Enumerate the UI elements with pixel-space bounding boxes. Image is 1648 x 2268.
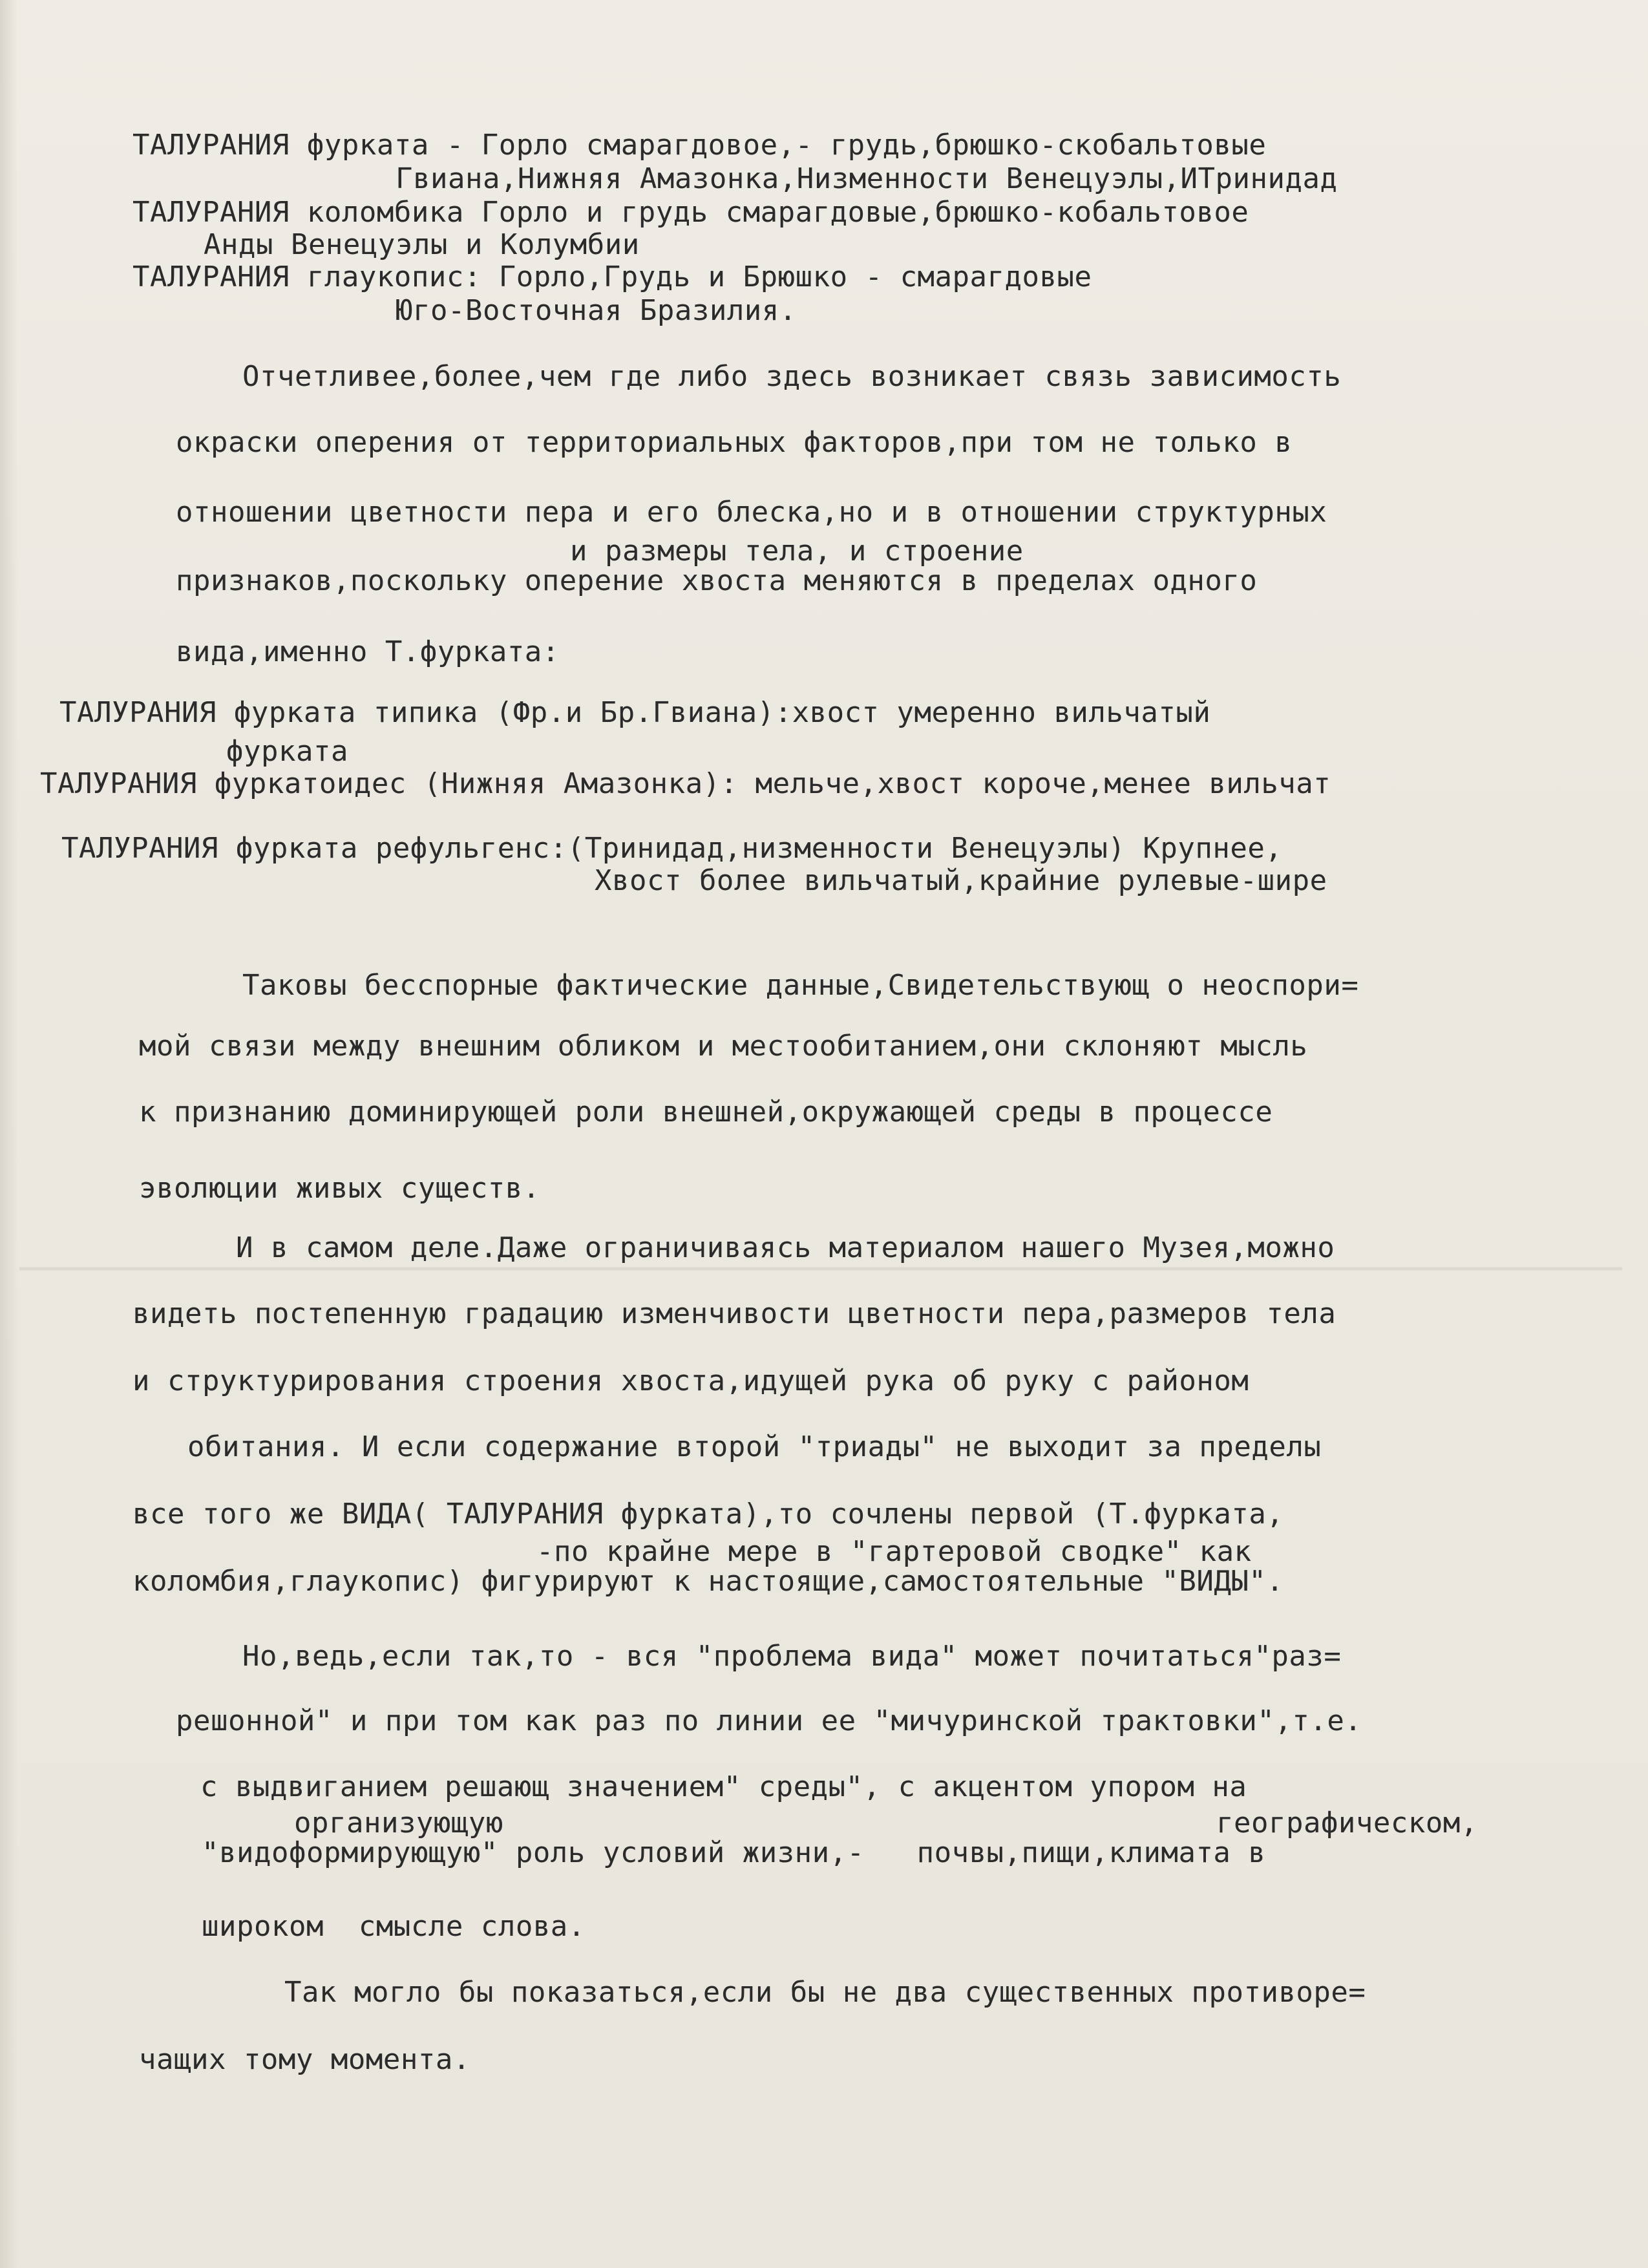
paragraph-5-line-1: Так могло бы показаться,если бы не два существенных противоре= — [284, 1976, 1366, 2009]
paragraph-3-line-5: все того же ВИДА( ТАЛУРАНИЯ фурката),то сочлены первой (Т.фурката, — [132, 1498, 1284, 1531]
paragraph-3-line-3: и структурирования строения хвоста,идущей рука об руку с районом — [132, 1364, 1249, 1397]
paragraph-4-line-4: "видоформирующую" роль условий жизни,- почвы,пищи,климата в — [202, 1836, 1266, 1869]
subspecies-line-4: Хвост более вильчатый,крайние рулевые-шире — [595, 864, 1327, 897]
species-range-2: Анды Венецуэлы и Колумбии — [204, 228, 640, 261]
paragraph-2-line-3: к признанию доминирующей роли внешней,окружающей среды в процессе — [139, 1096, 1273, 1129]
page-edge-shadow — [0, 0, 18, 2268]
paragraph-3-insertion: -по крайне мере в "гартеровой сводке" как — [536, 1535, 1252, 1568]
paragraph-4-insertion-b: географическом, — [1216, 1807, 1478, 1839]
paragraph-2-line-4: эволюции живых существ. — [139, 1172, 540, 1205]
paragraph-3-line-1: И в самом деле.Даже ограничиваясь материалом нашего Музея,можно — [236, 1231, 1335, 1264]
species-range-1: Гвиана,Нижняя Амазонка,Низменности Венецуэлы,ИТринидад — [396, 162, 1338, 195]
paragraph-1-line-1: Отчетливее,более,чем где либо здесь возникает связь зависимость — [242, 360, 1342, 393]
paragraph-3-line-6: коломбия,глаукопис) фигурируют к настоящие,самостоятельные "ВИДЫ". — [132, 1565, 1284, 1598]
subspecies-insertion: фурката — [226, 735, 348, 768]
paragraph-4-line-2: решонной" и при том как раз по линии ее "мичуринской трактовки",т.е. — [176, 1704, 1362, 1737]
species-line-2: ТАЛУРАНИЯ коломбика Горло и грудь смарагдовые,брюшко-кобальтовое — [132, 196, 1249, 229]
paragraph-3-line-4: обитания. И если содержание второй "триады" не выходит за пределы — [187, 1430, 1322, 1463]
paragraph-4-line-3: с выдвиганием решающ значением" среды", с акцентом упором на — [200, 1770, 1247, 1803]
paragraph-4-line-5: широком смысле слова. — [202, 1910, 586, 1943]
species-range-3: Юго-Восточная Бразилия. — [396, 294, 797, 327]
paragraph-1-insertion: и размеры тела, и строение — [570, 535, 1024, 567]
subspecies-line-2: ТАЛУРАНИЯ фуркатоидес (Нижняя Амазонка): мельче,хвост короче,менее вильчат — [40, 767, 1331, 800]
paragraph-1-line-2: окраски оперения от территориальных факторов,при том не только в — [176, 426, 1293, 459]
subspecies-line-3: ТАЛУРАНИЯ фурката рефульгенс:(Тринидад,низменности Венецуэлы) Крупнее, — [61, 832, 1283, 865]
subspecies-line-1: ТАЛУРАНИЯ фурката типика (Фр.и Бр.Гвиана):хвост умеренно вильчатый — [59, 696, 1211, 729]
paragraph-5-line-2: чащих тому момента. — [139, 2043, 470, 2076]
paragraph-1-line-4: признаков,поскольку оперение хвоста меняются в пределах одного — [176, 564, 1258, 597]
species-line-3: ТАЛУРАНИЯ глаукопис: Горло,Грудь и Брюшко - смарагдовые — [132, 260, 1092, 293]
paragraph-1-line-3: отношении цветности пера и его блеска,но и в отношении структурных — [176, 496, 1327, 529]
paragraph-4-line-1: Но,ведь,если так,то - вся "проблема вида" может почитаться"раз= — [242, 1640, 1342, 1673]
paragraph-2-line-2: мой связи между внешним обликом и местообитанием,они склоняют мысль — [139, 1030, 1308, 1063]
paragraph-1-line-5: вида,именно Т.фурката: — [176, 635, 560, 668]
paragraph-3-line-2: видеть постепенную градацию изменчивости цветности пера,размеров тела — [132, 1297, 1336, 1330]
species-line-1: ТАЛУРАНИЯ фурката - Горло смарагдовое,- грудь,брюшко-скобальтовые — [132, 129, 1267, 162]
paragraph-2-line-1: Таковы бесспорные фактические данные,Свидетельствующ о неоспори= — [242, 969, 1359, 1002]
paragraph-4-insertion-a: организующую — [294, 1807, 503, 1839]
